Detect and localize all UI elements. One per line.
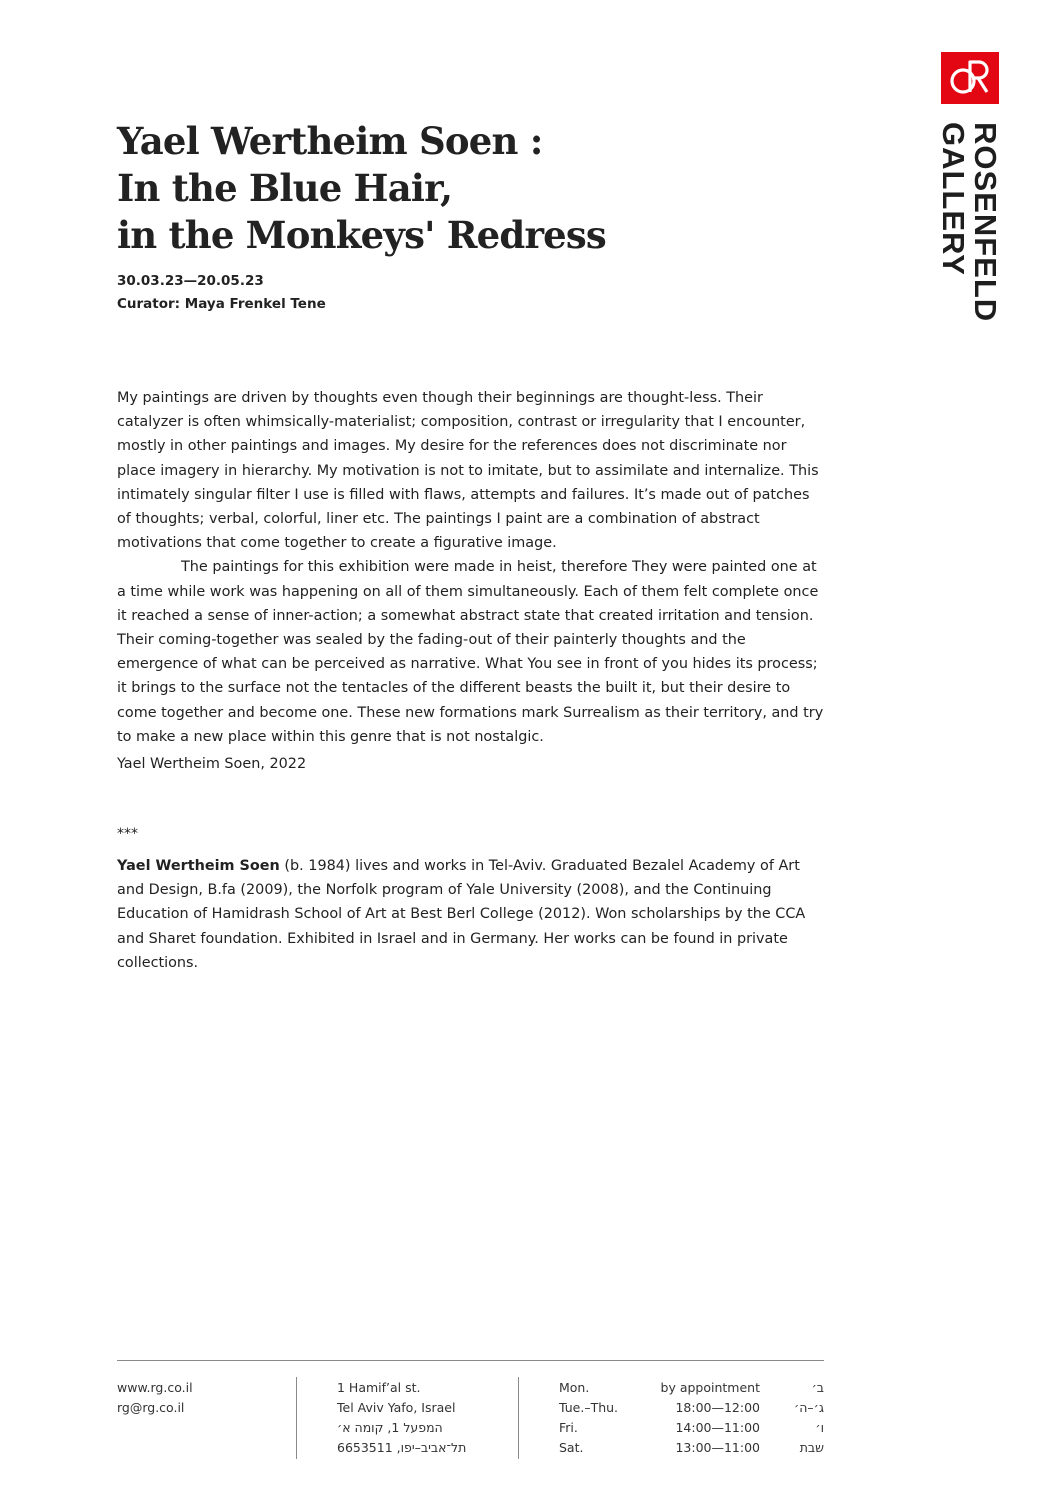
artist-bio: [117, 854, 825, 975]
artist-statement: [117, 386, 825, 749]
hours-day: Sat.: [559, 1440, 584, 1455]
title-line-3: in the Monkeys' Redress: [117, 213, 606, 257]
statement-paragraph-2: The paintings for this exhibition were made in heist, therefore They were painted one at a time while work was happening on all of them simultaneously. Each of them felt complete once it reached a sense of inner-action; a somewhat abstract state that created irritation and tension. Their coming-together was sealed by the fading-out of their painterly thoughts and the emergence of what can be perceived as narrative. What You see in front of you hides its process; it brings to the surface not the tentacles of the different beasts the built it, but their desire to come together and become one. These new formations mark Surrealism as their territory, and try to make a new place within this genre that is not nostalgic.: [117, 559, 824, 745]
logo-line-rosenfeld: ROSENFELD: [968, 122, 1003, 323]
section-separator: ***: [117, 826, 138, 842]
logo-line-gallery: GALLERY: [936, 122, 971, 276]
curator-credit: Curator: Maya Frenkel Tene: [117, 296, 326, 312]
footer-column-divider: [518, 1377, 519, 1459]
hours-time: 18:00—12:00: [675, 1400, 760, 1415]
address-line-hebrew: 6653511 ,תל־אביב–יפו: [337, 1440, 467, 1455]
exhibition-dates: 30.03.23—20.05.23: [117, 273, 264, 289]
title-line-1: Yael Wertheim Soen :: [117, 119, 543, 163]
rg-monogram-icon: [941, 52, 999, 104]
footer-contact: [117, 1378, 193, 1418]
hours-day: Tue.–Thu.: [559, 1400, 619, 1415]
exhibition-meta: [117, 270, 326, 316]
address-line: Tel Aviv Yafo, Israel: [337, 1400, 456, 1415]
bio-artist-name: Yael Wertheim Soen: [117, 858, 280, 874]
opening-days-hebrew: [770, 1378, 824, 1458]
footer-address: [337, 1378, 466, 1458]
address-line: 1 Hamif’al st.: [337, 1380, 421, 1395]
statement-paragraph-1: My paintings are driven by thoughts even though their beginnings are thought-less. Their catalyzer is often whimsically-materialist; composition, contrast or irregularity that I encounter, mostly in other paintings and images. My desire for the references does not discriminate nor place imagery in hierarchy. My motivation is not to imitate, but to assimilate and internalize. This intimately singular filter I use is filled with flaws, attempts and failures. It’s made out of patches of thoughts; verbal, colorful, liner etc. The paintings I paint are a combination of abstract motivations that come together to create a figurative image.: [117, 390, 819, 552]
footer-column-divider: [296, 1377, 297, 1459]
hours-day-hebrew: ב׳: [811, 1380, 824, 1395]
footer-email-link[interactable]: rg@rg.co.il: [117, 1400, 185, 1415]
hours-day: Fri.: [559, 1420, 578, 1435]
hours-time: 13:00—11:00: [675, 1440, 760, 1455]
opening-days: [559, 1378, 618, 1458]
hours-time: by appointment: [660, 1380, 760, 1395]
footer-divider: [117, 1360, 824, 1361]
hours-day-hebrew: ו׳: [815, 1420, 824, 1435]
gallery-logo-wordmark: [937, 122, 1001, 322]
footer-website-link[interactable]: www.rg.co.il: [117, 1380, 193, 1395]
hours-time: 14:00—11:00: [675, 1420, 760, 1435]
opening-times: [652, 1378, 760, 1458]
exhibition-title: [117, 118, 877, 259]
hours-day-hebrew: שבת: [799, 1440, 824, 1455]
hours-day-hebrew: ג׳–ה׳: [794, 1400, 824, 1415]
statement-signature: Yael Wertheim Soen, 2022: [117, 756, 307, 772]
address-line-hebrew: המפעל 1, קומה א׳: [337, 1420, 443, 1435]
bio-text: (b. 1984) lives and works in Tel-Aviv. Graduated Bezalel Academy of Art and Design, B.fa (2009), the Norfolk program of Yale University (2008), and the Continuing Education of Hamidrash School of Art at Best Berl College (2012). Won scholarships by the CCA and Sharet foundation. Exhibited in Israel and in Germany. Her works can be found in private collections.: [117, 858, 806, 971]
title-line-2: In the Blue Hair,: [117, 166, 453, 210]
hours-day: Mon.: [559, 1380, 590, 1395]
